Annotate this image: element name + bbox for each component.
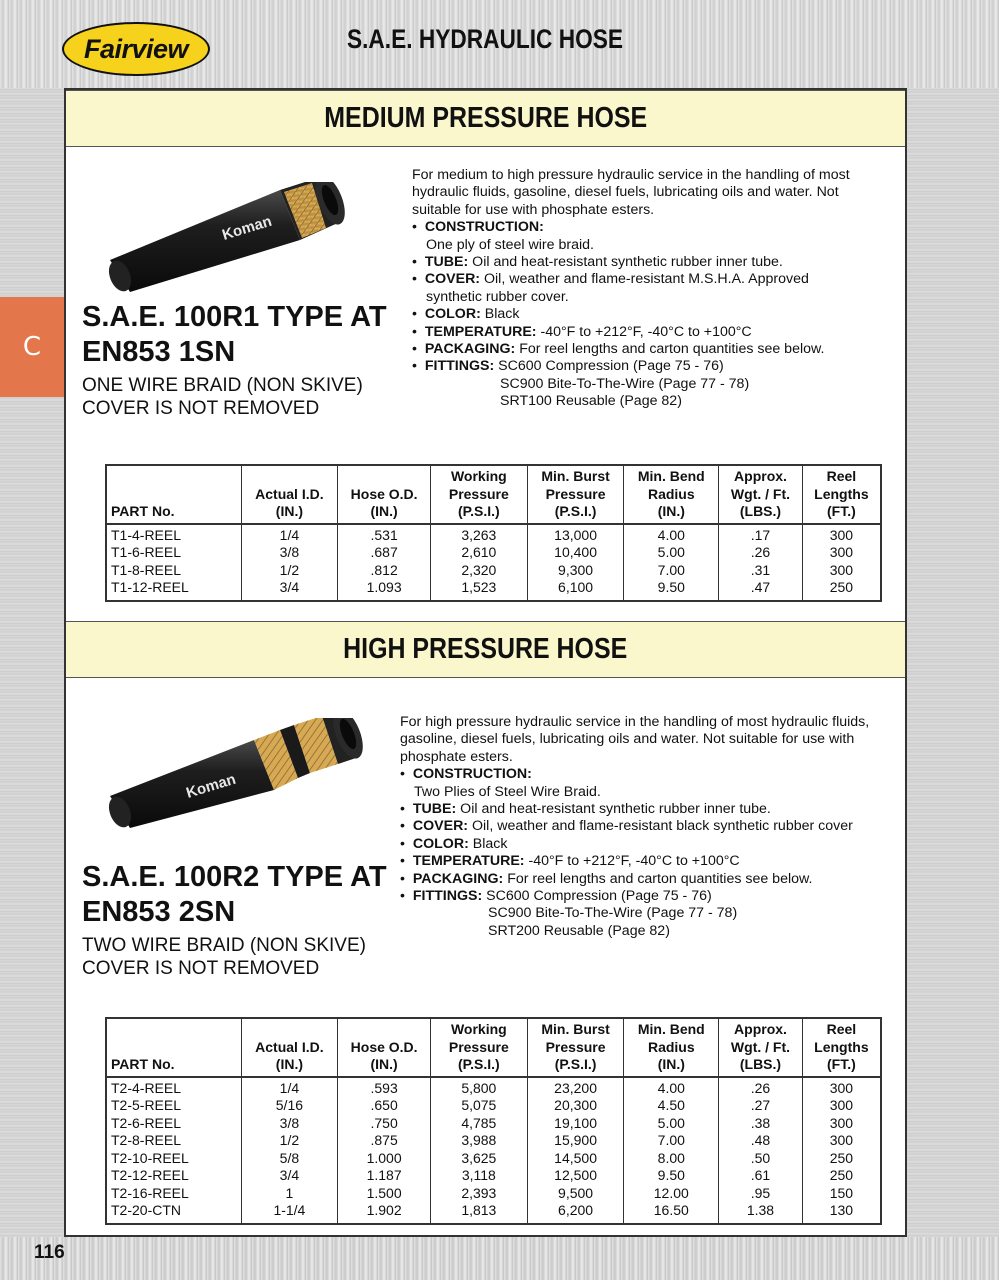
- column-header-line: (FT.): [827, 1056, 856, 1072]
- part-number-cell: T1-6-REEL: [111, 544, 182, 560]
- table-cell: 5.00: [624, 544, 719, 562]
- column-header: [241, 1018, 338, 1077]
- table-cell: 1: [241, 1185, 338, 1203]
- table-cell: 1.38: [719, 1202, 803, 1224]
- table-cell: 9,500: [527, 1185, 624, 1203]
- table-cell: 6,100: [527, 579, 624, 601]
- r2-cover-label: COVER:: [412, 818, 469, 835]
- part-number-cell: T2-4-REEL: [111, 1079, 182, 1096]
- table-cell: .593: [338, 1077, 431, 1098]
- column-header-line: Min. Bend: [637, 468, 705, 484]
- table-cell: .27: [719, 1097, 803, 1115]
- column-header-line: Hose O.D.: [350, 485, 418, 502]
- r1-subtitle-line2: COVER IS NOT REMOVED: [82, 398, 320, 419]
- column-header-line: (FT.): [827, 503, 856, 519]
- table-cell: 300: [802, 1132, 881, 1150]
- table-cell: 4.00: [624, 1077, 719, 1098]
- r1-color-text: Black: [480, 306, 520, 323]
- column-header-line: Approx.: [734, 1021, 787, 1037]
- table-cell: 1/4: [241, 1077, 338, 1098]
- table-cell: .531: [338, 524, 431, 545]
- table-cell: 1.187: [338, 1167, 431, 1185]
- r1-fit-text1: SC600 Compression (Page 75 - 76): [494, 358, 724, 375]
- r1-color-label: COLOR:: [424, 306, 481, 323]
- column-header: [802, 465, 881, 524]
- column-header-line: Hose O.D.: [350, 1038, 418, 1055]
- r1-tube: • TUBE: Oil and heat-resistant synthetic rubber inner tube.: [412, 254, 783, 271]
- table-cell: 4.00: [624, 524, 719, 545]
- table-cell: 3/8: [241, 544, 338, 562]
- table-cell: 13,000: [527, 524, 624, 545]
- r2-construction-text: Two Plies of Steel Wire Braid.: [414, 783, 601, 800]
- part-number-cell: T2-8-REEL: [111, 1132, 182, 1148]
- table-cell: .17: [719, 524, 803, 545]
- column-header-line: PART No.: [111, 1056, 175, 1072]
- table-cell: .61: [719, 1167, 803, 1185]
- table-cell: 3/4: [241, 1167, 338, 1185]
- table-cell: 3,988: [430, 1132, 527, 1150]
- column-header: [430, 465, 527, 524]
- r2-subtitle-line2: COVER IS NOT REMOVED: [82, 958, 320, 979]
- part-number-cell: T2-12-REEL: [111, 1167, 189, 1183]
- table-cell: .650: [338, 1097, 431, 1115]
- table-cell: 15,900: [527, 1132, 624, 1150]
- r2-pack-text: For reel lengths and carton quantities see below.: [503, 870, 813, 887]
- page-title: S.A.E. HYDRAULIC HOSE: [347, 24, 623, 54]
- table-row: [106, 579, 881, 601]
- r2-model-line2: EN853 2SN: [82, 896, 236, 928]
- table-cell: 3,625: [430, 1150, 527, 1168]
- r2-fit-text3: SRT200 Reusable (Page 82): [488, 922, 670, 939]
- r2-tube-text: Oil and heat-resistant synthetic rubber inner tube.: [456, 801, 771, 818]
- r2-model: [82, 860, 387, 930]
- table-cell: 1/2: [241, 1132, 338, 1150]
- table-cell: 1/2: [241, 562, 338, 580]
- r2-fittings: • FITTINGS: SC600 Compression (Page 75 - 76): [400, 888, 712, 905]
- table-cell: 12.00: [624, 1185, 719, 1203]
- column-header-line: (IN.): [275, 1056, 303, 1072]
- r1-model-line2: EN853 1SN: [82, 336, 236, 368]
- table-cell: 300: [802, 1115, 881, 1133]
- column-header-line: (IN.): [370, 1056, 398, 1072]
- column-header-line: (IN.): [370, 503, 398, 519]
- table-cell: 300: [802, 524, 881, 545]
- r2-pack-label: PACKAGING:: [412, 870, 504, 887]
- table-row: [106, 1115, 881, 1133]
- table-cell: .750: [338, 1115, 431, 1133]
- table-cell: 300: [802, 562, 881, 580]
- page-number: 116: [34, 1242, 65, 1263]
- table-cell: 14,500: [527, 1150, 624, 1168]
- column-header-line: [246, 1021, 334, 1039]
- section-tab: [0, 297, 64, 397]
- table-row: [106, 1202, 881, 1224]
- column-header-line: Min. Burst: [541, 1021, 610, 1037]
- table-row: [106, 1132, 881, 1150]
- table-cell: 5,800: [430, 1077, 527, 1098]
- table-cell: 4.50: [624, 1097, 719, 1115]
- column-header-line: (LBS.): [739, 1056, 782, 1072]
- table-cell: 150: [802, 1185, 881, 1203]
- column-header-line: [342, 1021, 426, 1039]
- table-cell: 1.902: [338, 1202, 431, 1224]
- r1-table-header-row: [106, 465, 881, 524]
- footer-band: [0, 1237, 999, 1280]
- r2-fit-text1: SC600 Compression (Page 75 - 76): [482, 888, 712, 905]
- column-header-line: [111, 468, 237, 486]
- table-cell: 1-1/4: [241, 1202, 338, 1224]
- table-cell: .26: [719, 544, 803, 562]
- table-row: [106, 1185, 881, 1203]
- table-cell: 2,393: [430, 1185, 527, 1203]
- content-card: [64, 88, 907, 1237]
- r2-packaging: • PACKAGING: For reel lengths and carton quantities see below.: [400, 870, 813, 887]
- r2-tube: • TUBE: Oil and heat-resistant synthetic rubber inner tube.: [400, 801, 771, 818]
- table-cell: 5/16: [241, 1097, 338, 1115]
- r1-fittings: • FITTINGS: SC600 Compression (Page 75 - 76): [412, 358, 724, 375]
- high-section-title: HIGH PRESSURE HOSE: [343, 633, 628, 665]
- column-header-line: Pressure: [545, 1038, 606, 1055]
- r2-temperature: • TEMPERATURE: -40°F to +212°F, -40°C to +100°C: [400, 853, 740, 870]
- r1-temp-text: -40°F to +212°F, -40°C to +100°C: [536, 323, 752, 340]
- column-header: [338, 465, 431, 524]
- table-cell: 12,500: [527, 1167, 624, 1185]
- table-cell: 300: [802, 544, 881, 562]
- column-header: [106, 1018, 241, 1077]
- table-row: [106, 1097, 881, 1115]
- table-cell: .31: [719, 562, 803, 580]
- part-number-cell: T2-16-REEL: [111, 1184, 189, 1201]
- table-cell: 7.00: [624, 1132, 719, 1150]
- table-cell: 9.50: [624, 579, 719, 601]
- r2-subtitle: [82, 934, 366, 980]
- column-header-line: (P.S.I.): [554, 1056, 597, 1072]
- column-header-line: (IN.): [657, 1056, 685, 1072]
- column-header-line: [111, 1039, 237, 1057]
- table-cell: 5/8: [241, 1150, 338, 1168]
- column-header-line: Pressure: [448, 1038, 509, 1055]
- table-cell: .50: [719, 1150, 803, 1168]
- medium-section-header: [66, 90, 905, 147]
- column-header-line: Wgt. / Ft.: [730, 485, 791, 502]
- table-cell: 1,523: [430, 579, 527, 601]
- column-header-line: Actual I.D.: [255, 1038, 324, 1055]
- table-cell: 250: [802, 1167, 881, 1185]
- r1-cover: • COVER: Oil, weather and flame-resistant M.S.H.A. Approved: [412, 271, 809, 288]
- column-header-line: Pressure: [545, 485, 606, 502]
- column-header-line: (IN.): [657, 503, 685, 519]
- column-header-line: Lengths: [814, 1038, 869, 1055]
- column-header-line: Reel: [826, 1021, 857, 1037]
- column-header: [624, 1018, 719, 1077]
- r2-color-text: Black: [468, 835, 508, 852]
- r1-construction-label: CONSTRUCTION:: [424, 219, 544, 236]
- table-cell: 23,200: [527, 1077, 624, 1098]
- table-cell: 2,610: [430, 544, 527, 562]
- r1-construction-text: One ply of steel wire braid.: [426, 236, 594, 253]
- r1-subtitle: [82, 374, 363, 420]
- table-cell: 3,263: [430, 524, 527, 545]
- r2-construction-label: CONSTRUCTION:: [412, 766, 532, 783]
- table-cell: 250: [802, 579, 881, 601]
- column-header: [624, 465, 719, 524]
- r1-table-body: [106, 524, 881, 601]
- column-header-line: PART No.: [111, 503, 175, 519]
- r1-description: [412, 167, 880, 411]
- column-header-line: Wgt. / Ft.: [730, 1038, 791, 1055]
- r1-temp-label: TEMPERATURE:: [424, 323, 537, 340]
- r2-color-label: COLOR:: [412, 835, 469, 852]
- r1-model: [82, 300, 387, 370]
- column-header-line: Lengths: [814, 485, 869, 502]
- column-header-line: Working: [450, 468, 507, 484]
- r2-table-header-row: [106, 1018, 881, 1077]
- table-row: [106, 562, 881, 580]
- table-row: [106, 544, 881, 562]
- r2-fit-text2: SC900 Bite-To-The-Wire (Page 77 - 78): [488, 905, 738, 922]
- r2-description: [400, 714, 896, 940]
- column-header-line: [111, 1021, 237, 1039]
- column-header: [338, 1018, 431, 1077]
- table-cell: .95: [719, 1185, 803, 1203]
- table-cell: .812: [338, 562, 431, 580]
- column-header-line: (P.S.I.): [457, 503, 500, 519]
- part-number-cell: T2-10-REEL: [111, 1149, 189, 1166]
- r1-pack-label: PACKAGING:: [424, 341, 516, 358]
- table-cell: 3,118: [430, 1167, 527, 1185]
- table-cell: 130: [802, 1202, 881, 1224]
- table-cell: 8.00: [624, 1150, 719, 1168]
- table-cell: 9,300: [527, 562, 624, 580]
- r2-color: • COLOR: Black: [400, 835, 508, 852]
- r1-packaging: • PACKAGING: For reel lengths and carton quantities see below.: [412, 341, 825, 358]
- column-header: [527, 1018, 624, 1077]
- column-header: [802, 1018, 881, 1077]
- column-header: [527, 465, 624, 524]
- part-number-cell: T2-6-REEL: [111, 1114, 182, 1131]
- table-cell: 3/4: [241, 579, 338, 601]
- table-cell: 9.50: [624, 1167, 719, 1185]
- column-header: [719, 465, 803, 524]
- r1-fit-text2: SC900 Bite-To-The-Wire (Page 77 - 78): [500, 375, 750, 392]
- table-cell: 5,075: [430, 1097, 527, 1115]
- table-cell: 20,300: [527, 1097, 624, 1115]
- column-header-line: Pressure: [448, 485, 509, 502]
- column-header: [241, 465, 338, 524]
- table-cell: .48: [719, 1132, 803, 1150]
- r1-fit-text3: SRT100 Reusable (Page 82): [500, 393, 682, 410]
- hose-r1-brand: Koman: [220, 212, 274, 244]
- column-header-line: Radius: [647, 1038, 695, 1055]
- logo-text: Fairview: [83, 33, 189, 64]
- r1-tube-text: Oil and heat-resistant synthetic rubber inner tube.: [468, 254, 783, 271]
- table-cell: 1/4: [241, 524, 338, 545]
- r1-tube-label: TUBE:: [424, 254, 469, 271]
- table-cell: 1.093: [338, 579, 431, 601]
- column-header-line: [342, 468, 426, 486]
- r2-table-body: [106, 1077, 881, 1224]
- table-cell: 10,400: [527, 544, 624, 562]
- table-cell: 250: [802, 1150, 881, 1168]
- r1-model-line1: S.A.E. 100R1 TYPE AT: [82, 301, 387, 333]
- column-header-line: [246, 468, 334, 486]
- r1-cover-text2: synthetic rubber cover.: [426, 288, 569, 305]
- table-cell: 5.00: [624, 1115, 719, 1133]
- table-cell: .38: [719, 1115, 803, 1133]
- table-row: [106, 1167, 881, 1185]
- r1-fit-label: FITTINGS:: [424, 358, 495, 375]
- hose-r1-image: [104, 182, 350, 292]
- r2-tube-label: TUBE:: [412, 801, 457, 818]
- table-cell: 2,320: [430, 562, 527, 580]
- table-row: [106, 1150, 881, 1168]
- column-header-line: (P.S.I.): [554, 503, 597, 519]
- table-cell: 7.00: [624, 562, 719, 580]
- table-cell: .687: [338, 544, 431, 562]
- r2-construction: • CONSTRUCTION:: [400, 766, 532, 783]
- table-row: [106, 524, 881, 545]
- section-tab-letter: C: [22, 332, 42, 362]
- table-cell: 1.000: [338, 1150, 431, 1168]
- table-cell: 6,200: [527, 1202, 624, 1224]
- table-cell: .875: [338, 1132, 431, 1150]
- r1-subtitle-line1: ONE WIRE BRAID (NON SKIVE): [82, 375, 363, 396]
- r1-color: • COLOR: Black: [412, 306, 520, 323]
- column-header-line: Reel: [826, 468, 857, 484]
- column-header-line: Radius: [647, 485, 695, 502]
- table-cell: 16.50: [624, 1202, 719, 1224]
- r2-spec-table: [105, 1017, 882, 1225]
- column-header-line: (P.S.I.): [457, 1056, 500, 1072]
- table-row: [106, 1077, 881, 1098]
- part-number-cell: T1-8-REEL: [111, 561, 182, 578]
- r1-cover-text: Oil, weather and flame-resistant M.S.H.A. Approved: [480, 271, 809, 288]
- column-header-line: [111, 486, 237, 504]
- table-cell: 4,785: [430, 1115, 527, 1133]
- r2-cover-text: Oil, weather and flame-resistant black synthetic rubber cover: [468, 818, 853, 835]
- column-header-line: (LBS.): [739, 503, 782, 519]
- part-number-cell: T2-20-CTN: [111, 1202, 182, 1218]
- r2-subtitle-line1: TWO WIRE BRAID (NON SKIVE): [82, 935, 366, 956]
- r1-spec-table: [105, 464, 882, 602]
- part-number-cell: T1-12-REEL: [111, 579, 189, 595]
- r1-construction: • CONSTRUCTION:: [412, 219, 544, 236]
- r1-pack-text: For reel lengths and carton quantities see below.: [515, 341, 825, 358]
- column-header-line: (IN.): [275, 503, 303, 519]
- r2-model-line1: S.A.E. 100R2 TYPE AT: [82, 861, 387, 893]
- r2-fit-label: FITTINGS:: [412, 888, 483, 905]
- fairview-logo: [62, 22, 210, 76]
- column-header: [430, 1018, 527, 1077]
- r2-intro: For high pressure hydraulic service in the handling of most hydraulic fluids, gasoline, diesel fuels, lubricating oils and water. Not suitable for use with phosphate esters.: [400, 714, 870, 765]
- table-cell: 1,813: [430, 1202, 527, 1224]
- column-header-line: Min. Bend: [637, 1021, 705, 1037]
- part-number-cell: T1-4-REEL: [111, 526, 182, 543]
- medium-section-title: MEDIUM PRESSURE HOSE: [324, 102, 647, 134]
- part-number-cell: T2-5-REEL: [111, 1097, 182, 1113]
- hose-r2-image: [104, 718, 364, 828]
- column-header-line: Min. Burst: [541, 468, 610, 484]
- table-cell: .26: [719, 1077, 803, 1098]
- column-header-line: Approx.: [734, 468, 787, 484]
- table-cell: 1.500: [338, 1185, 431, 1203]
- table-cell: 300: [802, 1077, 881, 1098]
- r1-intro: For medium to high pressure hydraulic service in the handling of most hydraulic fluids, gasoline, diesel fuels, lubricating oils and water. Not suitable for use with phosphate esters.: [412, 167, 850, 218]
- table-cell: .47: [719, 579, 803, 601]
- table-cell: 3/8: [241, 1115, 338, 1133]
- hose-r2-brand: Koman: [184, 770, 238, 802]
- r2-cover: • COVER: Oil, weather and flame-resistant black synthetic rubber cover: [400, 818, 853, 835]
- table-cell: 300: [802, 1097, 881, 1115]
- column-header-line: Working: [450, 1021, 507, 1037]
- column-header: [719, 1018, 803, 1077]
- r1-temperature: • TEMPERATURE: -40°F to +212°F, -40°C to +100°C: [412, 323, 752, 340]
- r1-cover-label: COVER:: [424, 271, 481, 288]
- column-header: [106, 465, 241, 524]
- r2-temp-label: TEMPERATURE:: [412, 853, 525, 870]
- r2-temp-text: -40°F to +212°F, -40°C to +100°C: [524, 853, 740, 870]
- high-section-header: [66, 621, 905, 678]
- table-cell: 19,100: [527, 1115, 624, 1133]
- column-header-line: Actual I.D.: [255, 485, 324, 502]
